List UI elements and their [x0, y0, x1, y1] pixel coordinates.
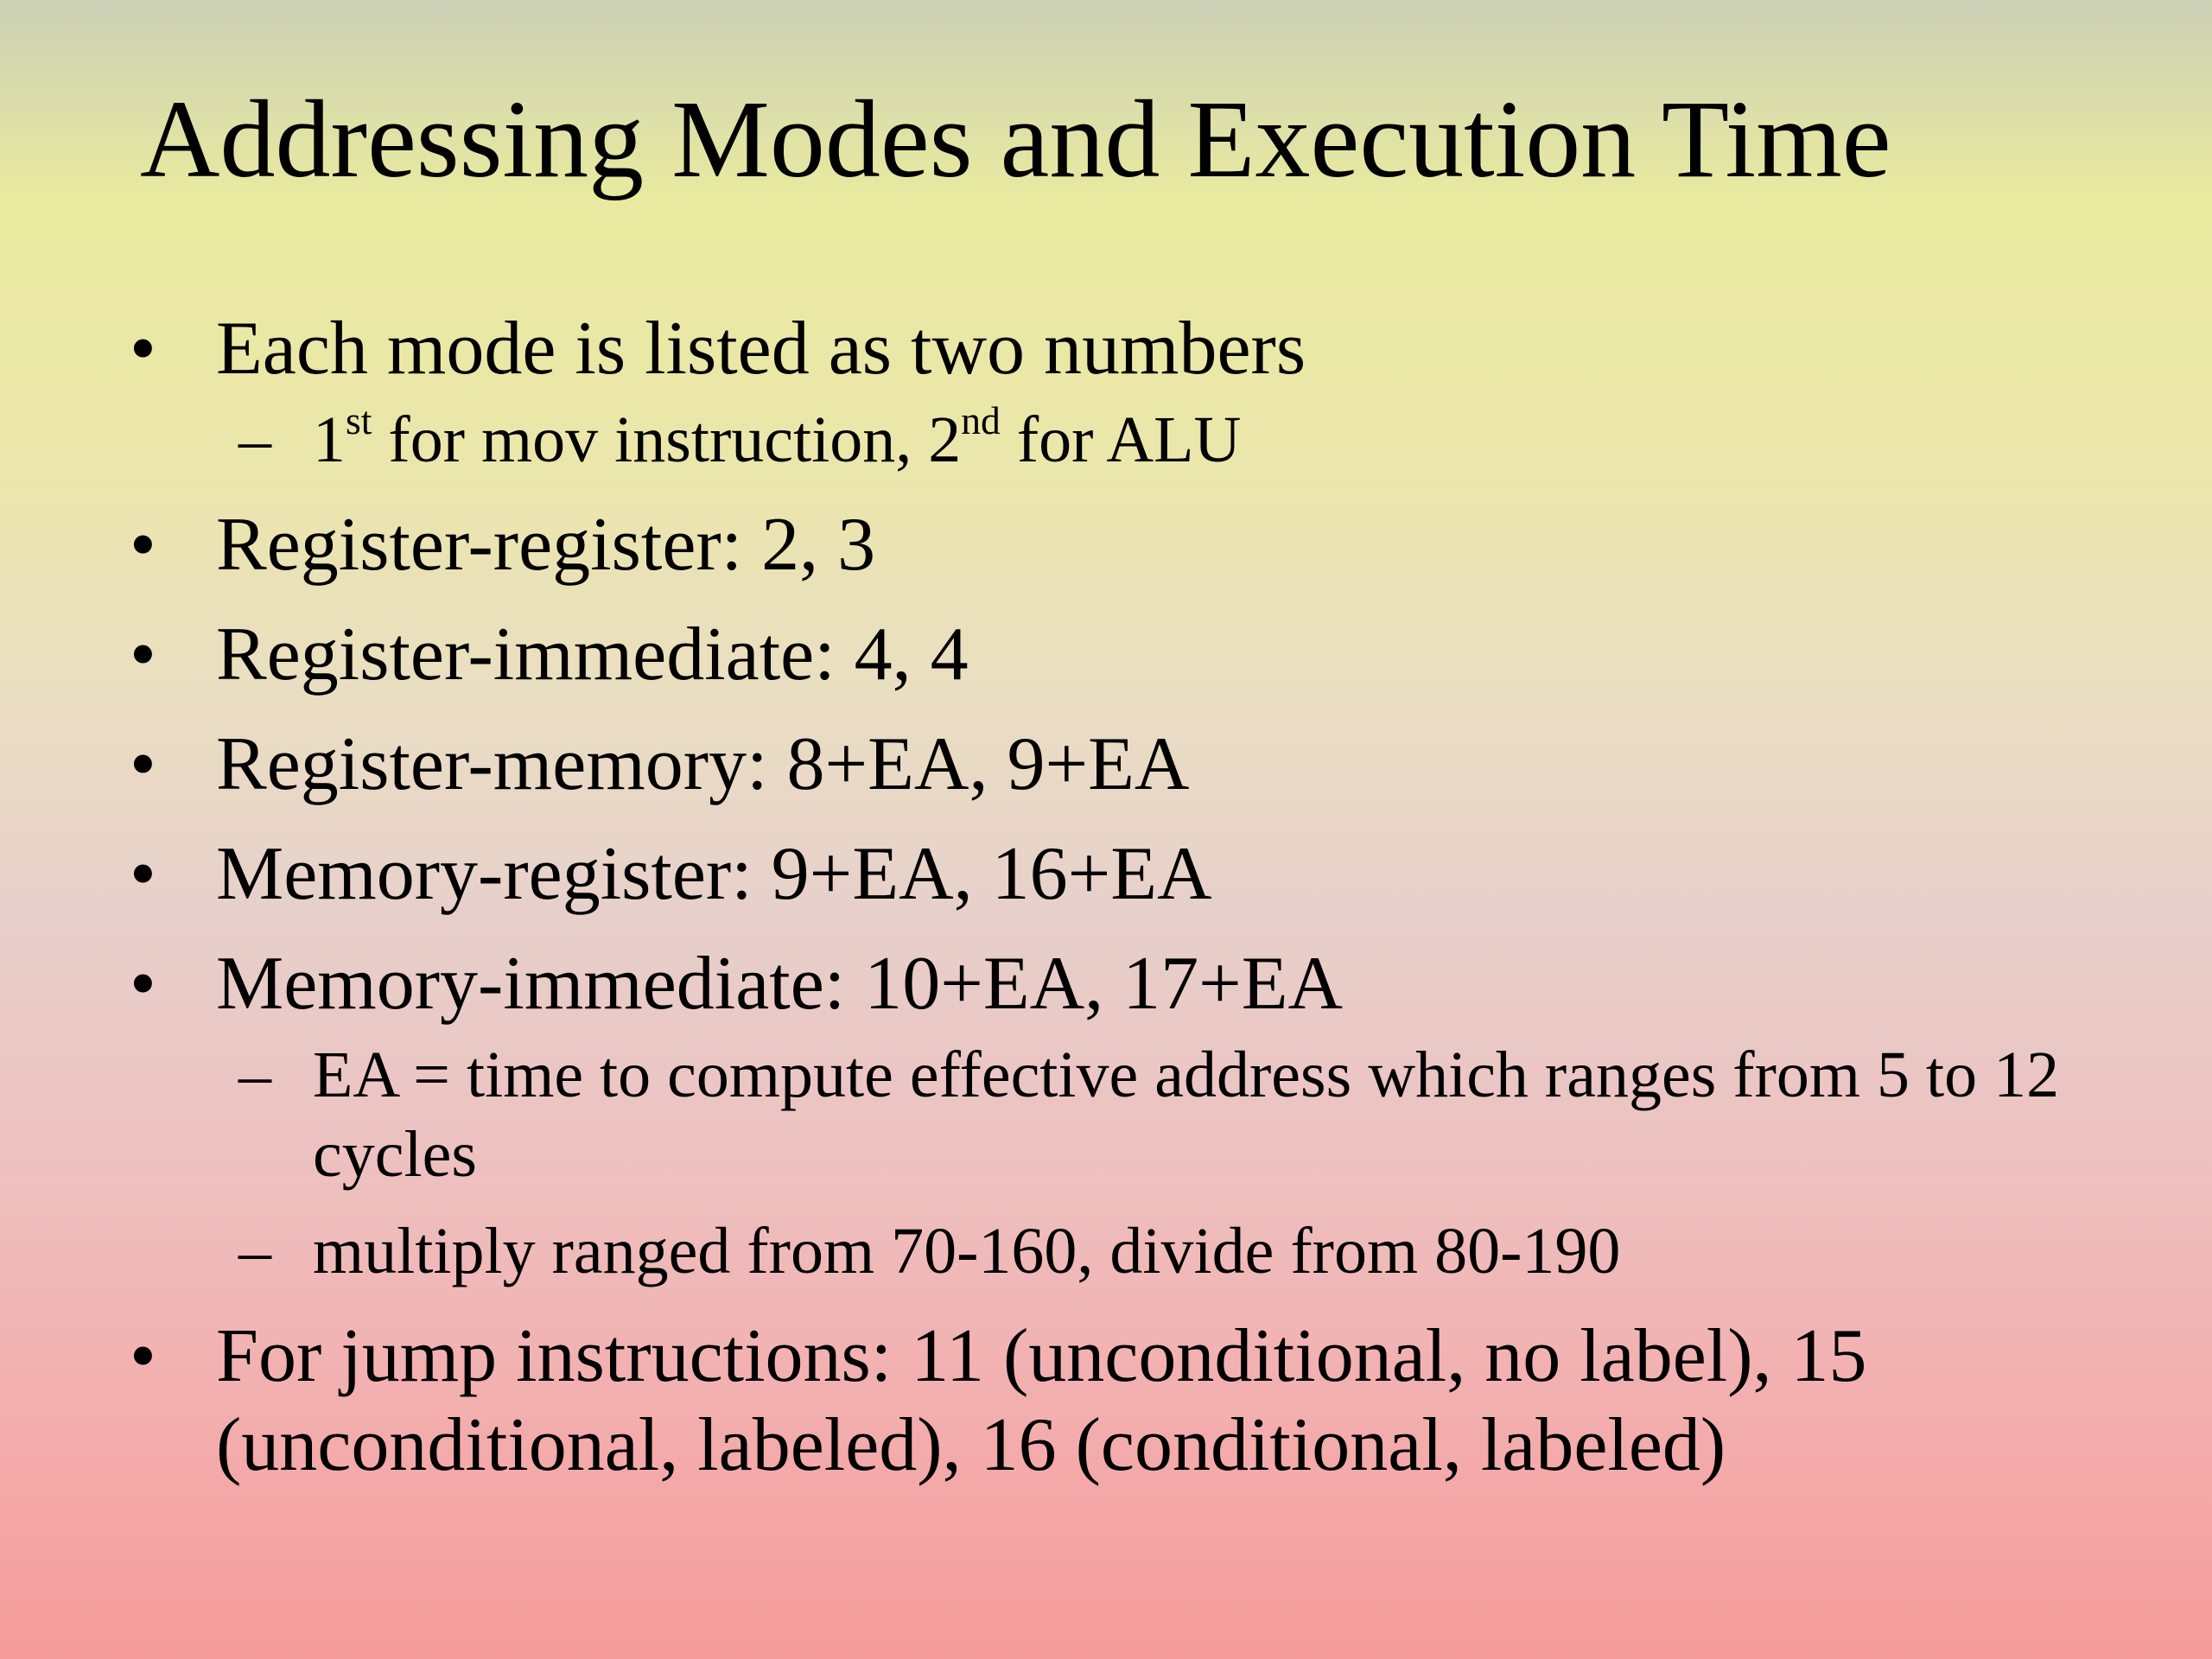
bullet-item — [130, 939, 2117, 1291]
bullet-icon: • — [130, 307, 156, 391]
bullet-item — [130, 304, 2117, 480]
sub-bullet-text: 1st for mov instruction, 2nd for ALU — [313, 398, 1242, 476]
sub-bullet-item — [130, 400, 2117, 480]
bullet-item — [130, 500, 2117, 589]
sub-bullet-item — [130, 1035, 2117, 1194]
bullet-text: Each mode is listed as two numbers — [216, 307, 1306, 391]
sub-bullet-item — [130, 1211, 2117, 1291]
bullet-list — [130, 304, 2117, 1510]
bullet-icon: • — [130, 1314, 156, 1398]
bullet-text: For jump instructions: 11 (unconditional, no label), 15 (unconditional, labeled), 16 (conditional, labeled) — [216, 1314, 1867, 1487]
bullet-item — [130, 720, 2117, 809]
bullet-icon: • — [130, 503, 156, 587]
slide-title: Addressing Modes and Execution Time — [140, 78, 1891, 200]
dash-icon: – — [238, 404, 271, 476]
bullet-text: Register-memory: 8+EA, 9+EA — [216, 722, 1190, 806]
bullet-text: Memory-register: 9+EA, 16+EA — [216, 832, 1212, 916]
bullet-item — [130, 610, 2117, 699]
bullet-icon: • — [130, 942, 156, 1026]
dash-icon: – — [238, 1039, 271, 1111]
bullet-item — [130, 830, 2117, 918]
sub-bullet-text: EA = time to compute effective address which ranges from 5 to 12 cycles — [313, 1039, 2060, 1191]
bullet-icon: • — [130, 722, 156, 806]
bullet-item — [130, 1312, 2117, 1490]
bullet-icon: • — [130, 832, 156, 916]
bullet-icon: • — [130, 613, 156, 696]
bullet-text: Memory-immediate: 10+EA, 17+EA — [216, 942, 1344, 1026]
bullet-text: Register-immediate: 4, 4 — [216, 613, 969, 696]
dash-icon: – — [238, 1215, 271, 1287]
sub-bullet-text: multiply ranged from 70-160, divide from 80-190 — [313, 1215, 1621, 1287]
bullet-text: Register-register: 2, 3 — [216, 503, 876, 587]
